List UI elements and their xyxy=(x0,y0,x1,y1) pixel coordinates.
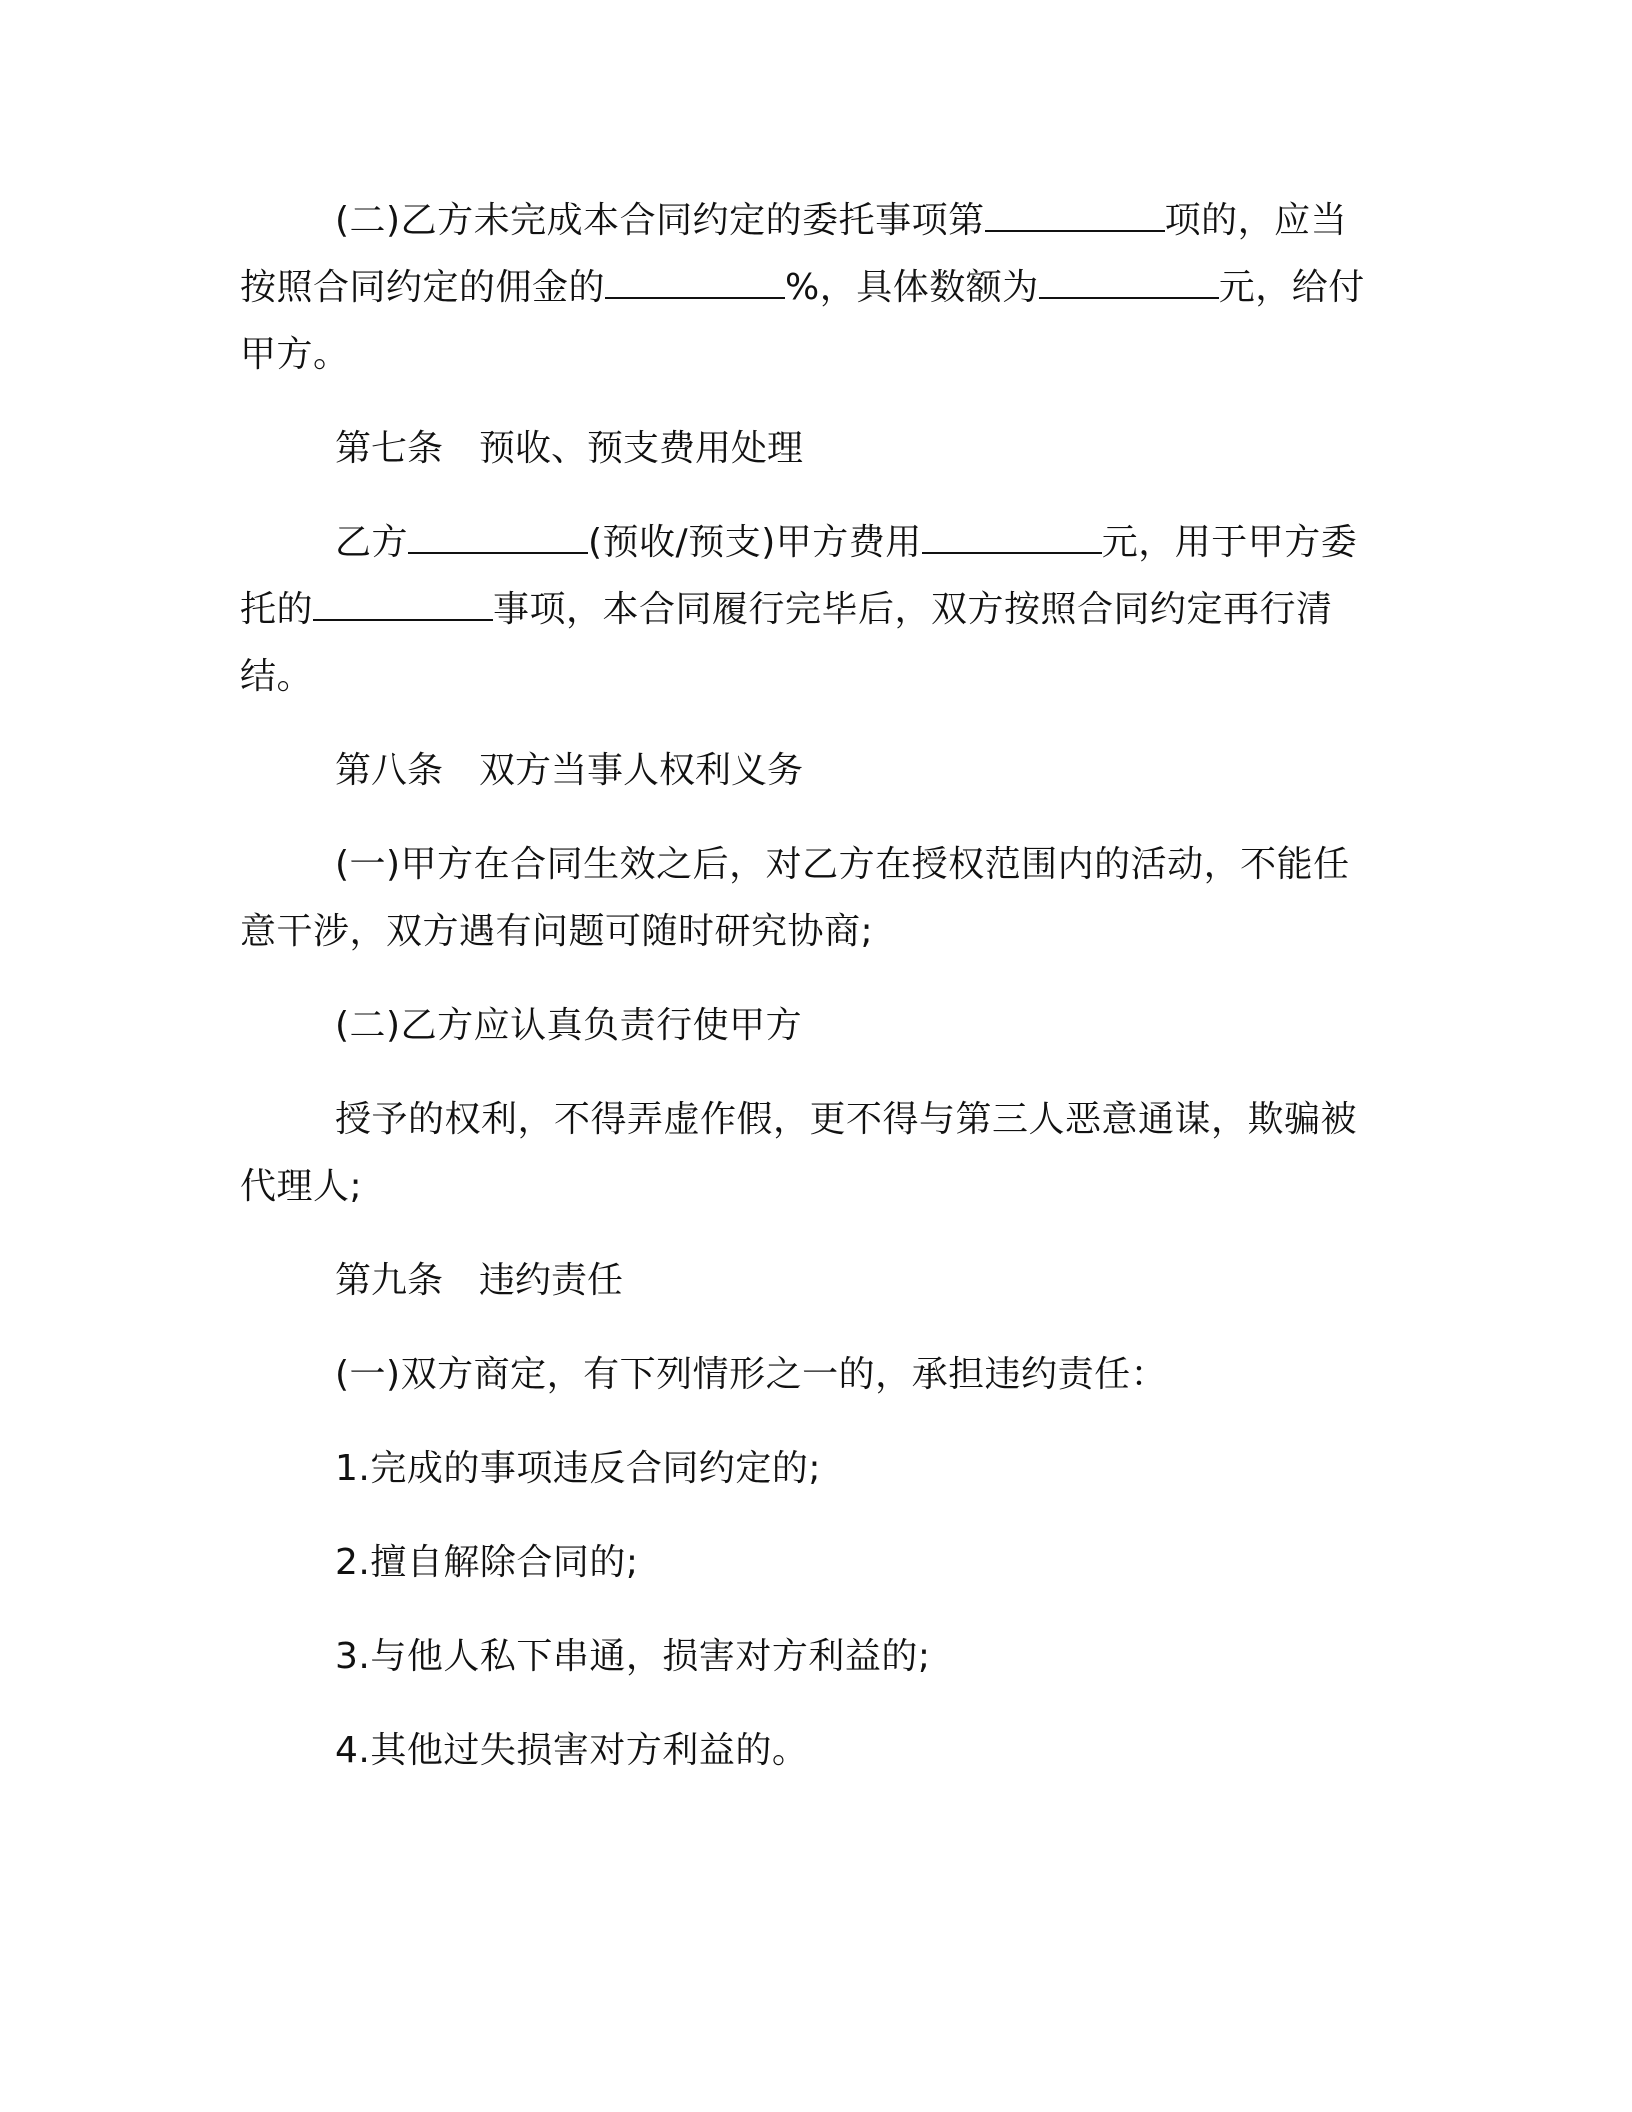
list-item: 2.擅自解除合同的; xyxy=(335,1542,639,1583)
document-body xyxy=(240,187,1382,1811)
list-item: 3.与他人私下串通，损害对方利益的; xyxy=(335,1636,931,1677)
text-segment: 元，用于甲方委托的 xyxy=(240,522,1358,630)
paragraph-breach-intro: (一)双方商定，有下列情形之一的，承担违约责任： xyxy=(335,1354,1168,1395)
article-9-heading: 第九条 违约责任 xyxy=(335,1260,624,1301)
fill-in-blank xyxy=(605,265,785,299)
text-segment: (二)乙方未完成本合同约定的委托事项第 xyxy=(335,200,985,241)
fill-in-blank xyxy=(1039,265,1219,299)
fill-in-blank xyxy=(985,198,1165,232)
text-segment: (预收/预支)甲方费用 xyxy=(588,522,922,563)
fill-in-blank xyxy=(922,520,1102,554)
paragraph-party-a-duty: (一)甲方在合同生效之后，对乙方在授权范围内的活动，不能任意干涉，双方遇有问题可随时研究协商; xyxy=(240,844,1350,952)
text-segment: 项的，应当按照合同约定的佣金的 xyxy=(240,200,1348,308)
article-8-heading: 第八条 双方当事人权利义务 xyxy=(335,750,804,791)
paragraph-party-b-duty: (二)乙方应认真负责行使甲方 xyxy=(335,1005,803,1046)
list-item: 1.完成的事项违反合同约定的; xyxy=(335,1448,821,1489)
article-7-heading: 第七条 预收、预支费用处理 xyxy=(335,428,804,469)
paragraph-granted-rights: 授予的权利，不得弄虚作假，更不得与第三人恶意通谋，欺骗被代理人; xyxy=(240,1099,1358,1207)
paragraph-prepaid-fees xyxy=(240,509,1382,710)
paragraph-commission-clause xyxy=(240,187,1382,388)
text-segment: %，具体数额为 xyxy=(785,267,1039,308)
fill-in-blank xyxy=(408,520,588,554)
fill-in-blank xyxy=(313,587,493,621)
list-item: 4.其他过失损害对方利益的。 xyxy=(335,1730,809,1771)
text-segment: 元，给付甲方。 xyxy=(240,267,1365,375)
text-segment: 事项，本合同履行完毕后，双方按照合同约定再行清结。 xyxy=(240,589,1333,697)
text-segment: 乙方 xyxy=(335,522,409,563)
